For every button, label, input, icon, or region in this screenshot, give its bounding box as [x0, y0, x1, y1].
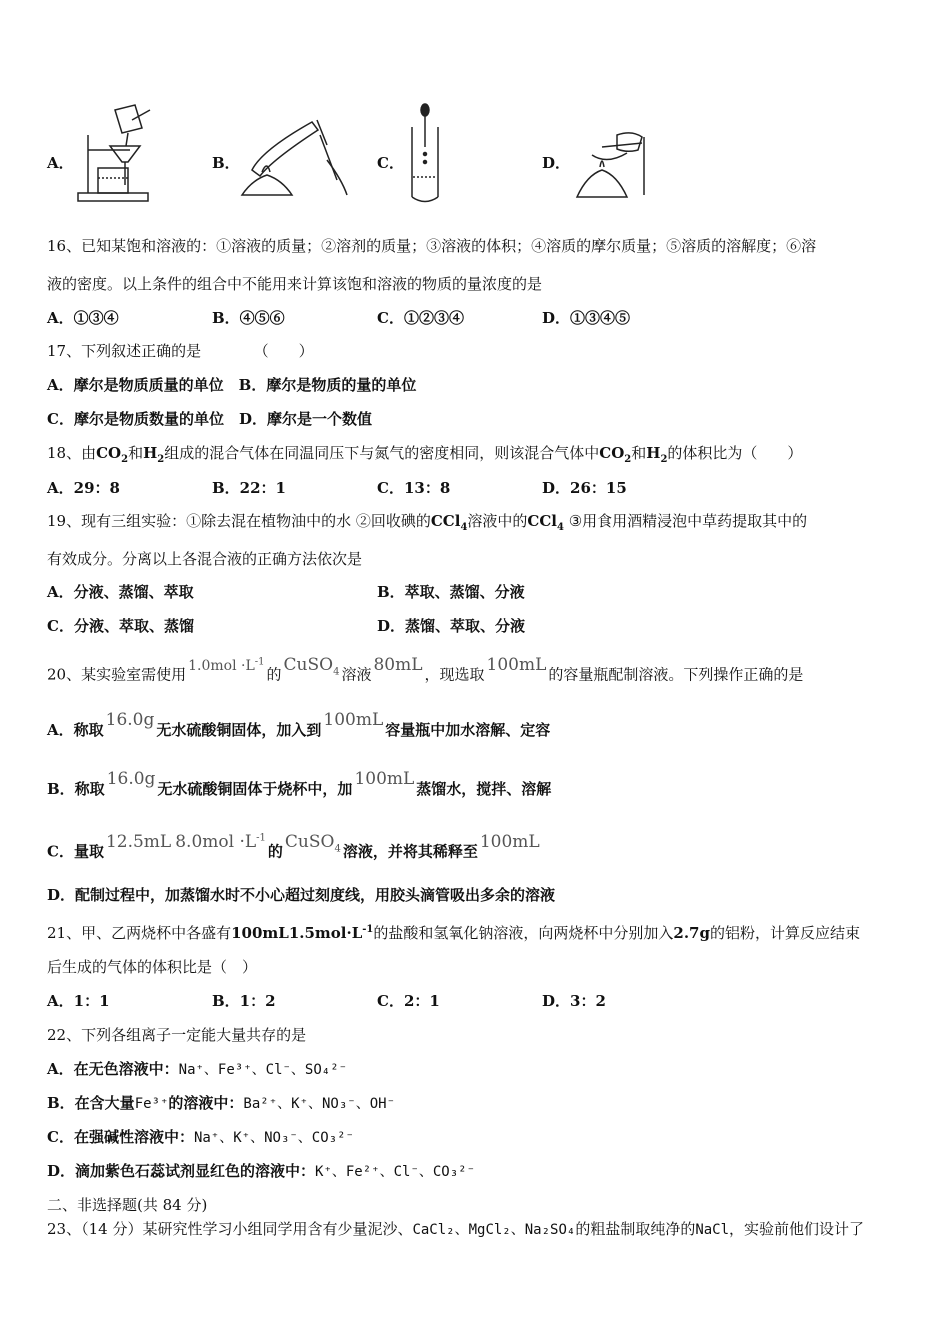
option-a-label: A． — [47, 154, 74, 172]
q17-stem: 17、下列叙述正确的是 （ ） — [47, 342, 314, 360]
evaporating-dish-figure — [572, 125, 652, 205]
q22-option-d: D．滴加紫色石蕊试剂显红色的溶液中：K⁺、Fe²⁺、Cl⁻、CO₃²⁻ — [47, 1162, 476, 1180]
funnel-filtration-figure — [70, 100, 160, 205]
q22-option-b: B．在含大量Fe³⁺的溶液中：Ba²⁺、K⁺、NO₃⁻、OH⁻ — [47, 1094, 395, 1112]
q20-option-a: A．称取 16.0g 无水硫酸铜固体，加入到 100mL 容量瓶中加水溶解、定容 — [47, 710, 551, 739]
q19-option-c: C．分液、萃取、蒸馏 — [47, 617, 194, 635]
q18-option-d: D．26：15 — [542, 479, 627, 497]
q19-option-b: B．萃取、蒸馏、分液 — [377, 583, 525, 601]
q21-stem-line1: 21、甲、乙两烧杯中各盛有$100mL1.5mol\cdot L^{-1}$的盐酸和氢氧化钠溶液，向两烧杯中分别加入2.7g的铝粉，计算反应结束 — [47, 924, 860, 942]
q21-option-d: D．3：2 — [542, 992, 606, 1010]
q20-option-c: C．量取 12.5mL $8.0mol \cdot L^{-1}$的 CuSO$_4$ 溶液，并将其稀释至 100mL — [47, 831, 540, 861]
q18-stem: 18、由$CO_2$和$H_2$组成的混合气体在同温同压下与氮气的密度相同，则该混合气体中$CO_2$和$H_2$的体积比为（ ） — [47, 444, 803, 465]
option-b-label: B． — [212, 154, 240, 172]
q19-option-a: A．分液、蒸馏、萃取 — [47, 583, 194, 601]
section-title: 二、非选择题(共 84 分) — [47, 1196, 208, 1214]
q21-option-c: C．2：1 — [377, 992, 440, 1010]
q17-options-cd: C．摩尔是物质数量的单位 D．摩尔是一个数值 — [47, 410, 372, 428]
option-c-label: C． — [377, 154, 404, 172]
q20-option-b: B．称取 16.0g 无水硫酸铜固体于烧杯中，加 100mL 蒸馏水，搅拌、溶解 — [47, 769, 552, 798]
q16-stem-line1: 16、已知某饱和溶液的：①溶液的质量；②溶剂的质量；③溶液的体积；④溶质的摩尔质量；⑤溶质的溶解度；⑥溶 — [47, 237, 817, 255]
q20-stem: 20、某实验室需使用 $1.0mol \cdot L^{-1}$的 CuSO$_4$ 溶液 80mL ，现选取 100mL 的容量瓶配制溶液。下列操作正确的是 — [47, 654, 804, 684]
q18-option-a: A．29：8 — [47, 479, 120, 497]
dropper-test-tube-figure — [400, 102, 450, 206]
q16-option-d: D．①③④⑤ — [542, 309, 631, 327]
q16-stem-line2: 液的密度。以上条件的组合中不能用来计算该饱和溶液的物质的量浓度的是 — [47, 275, 543, 293]
q19-stem-line2: 有效成分。分离以上各混合液的正确方法依次是 — [47, 550, 363, 568]
option-d-label: D． — [542, 154, 571, 172]
q16-option-b: B．④⑤⑥ — [212, 309, 285, 327]
q22-option-a: A．在无色溶液中：Na⁺、Fe³⁺、Cl⁻、SO₄²⁻ — [47, 1060, 348, 1078]
q19-option-d: D．蒸馏、萃取、分液 — [377, 617, 526, 635]
q21-option-b: B．1：2 — [212, 992, 276, 1010]
q18-option-b: B．22：1 — [212, 479, 286, 497]
q21-stem-line2: 后生成的气体的体积比是（ ） — [47, 958, 258, 976]
q17-options-ab: A．摩尔是物质质量的单位 B．摩尔是物质的量的单位 — [47, 376, 417, 394]
q19-stem-line1: 19、现有三组实验：①除去混在植物油中的水 ②回收碘的CCl$_4$溶液中的CCl$_4$ ③用食用酒精浸泡中草药提取其中的 — [47, 512, 808, 533]
q22-stem: 22、下列各组离子一定能大量共存的是 — [47, 1026, 307, 1044]
q21-option-a: A．1：1 — [47, 992, 110, 1010]
test-tube-heating-figure — [232, 110, 352, 205]
q16-option-a: A．①③④ — [47, 309, 119, 327]
q23-stem: 23、（14 分）某研究性学习小组同学用含有少量泥沙、CaCl₂、MgCl₂、Na₂SO₄的粗盐制取纯净的NaCl，实验前他们设计了 — [47, 1220, 865, 1238]
q18-option-c: C．13：8 — [377, 479, 451, 497]
q20-option-d: D．配制过程中，加蒸馏水时不小心超过刻度线，用胶头滴管吸出多余的溶液 — [47, 886, 556, 904]
q22-option-c: C．在强碱性溶液中：Na⁺、K⁺、NO₃⁻、CO₃²⁻ — [47, 1128, 354, 1146]
q16-option-c: C．①②③④ — [377, 309, 464, 327]
